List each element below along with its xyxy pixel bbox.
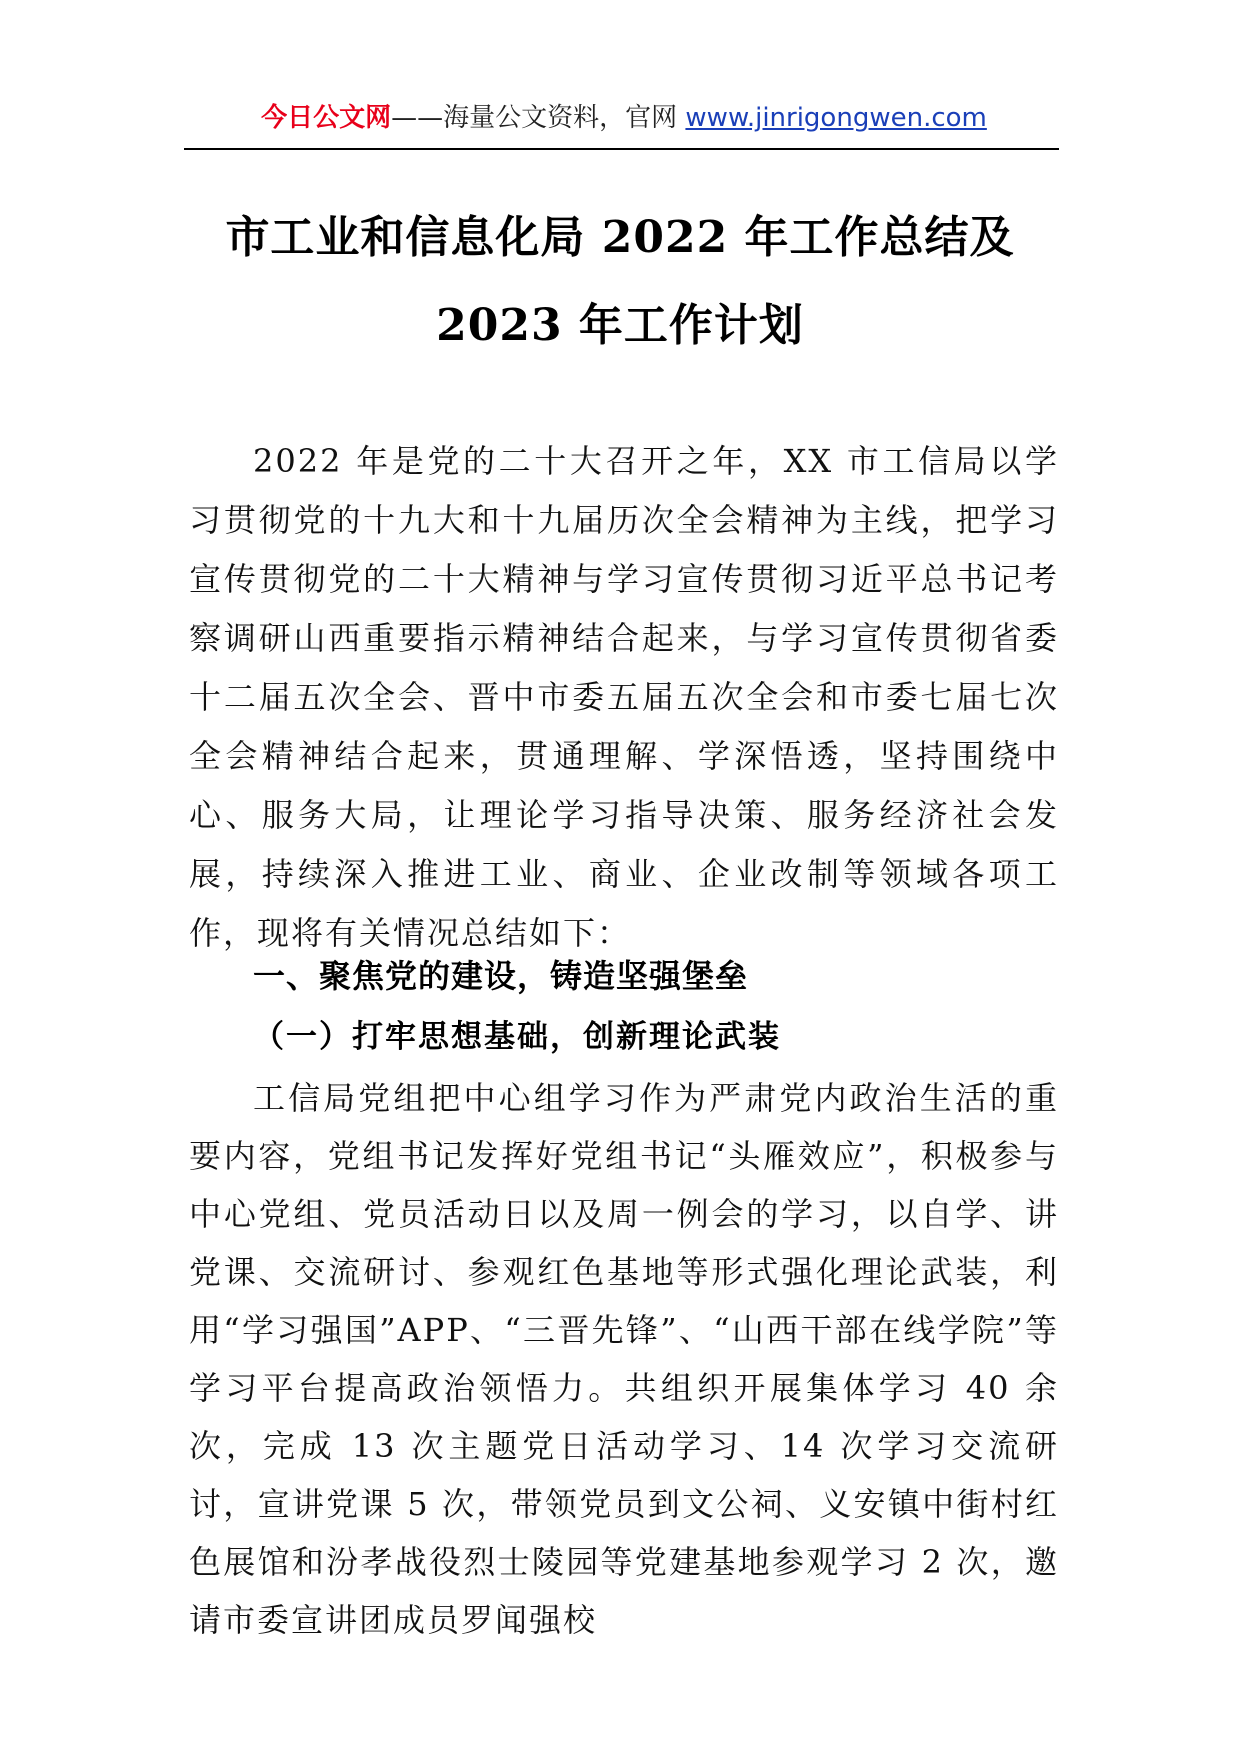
document-title-line-1: 市工业和信息化局 2022 年工作总结及 [225,212,1015,263]
header-slogan: 海量公文资料，官网 [443,103,686,133]
section-heading: 一、聚焦党的建设，铸造坚强堡垒 [253,957,749,995]
header-divider [184,148,1059,150]
header-separator: —— [391,103,444,133]
site-brand: 今日公文网 [261,103,392,133]
subsection-paragraph: 工信局党组把中心组学习作为严肃党内政治生活的重要内容，党组书记发挥好党组书记“头雁效应”，积极参与中心党组、党员活动日以及周一例会的学习，以自学、讲党课、交流研讨、参观红色基地等形式强化理论武装，利用“学习强国”APP、“三晋先锋”、“山西干部在线学院”等学习平台提高政治领悟力。共组织开展集体学习 40 余次，完成 13 次主题党日活动学习、14 次学习交流研讨，宣讲党课 5 次，带领党员到文公祠、义安镇中街村红色展馆和汾孝战役烈士陵园等党建基地参观学习 2 次，邀请市委宣讲团成员罗闻强校 [189,1079,1059,1639]
document-title-line-2: 2023 年工作计划 [436,300,804,351]
subsection-heading: （一）打牢思想基础，创新理论武装 [253,1019,781,1055]
site-url-link[interactable]: www.jinrigongwen.com [685,103,987,133]
site-header [189,100,1059,136]
intro-paragraph: 2022 年是党的二十大召开之年，XX 市工信局以学习贯彻党的十九大和十九届历次全会精神为主线，把学习宣传贯彻党的二十大精神与学习宣传贯彻习近平总书记考察调研山西重要指示精神结合起来，与学习宣传贯彻省委十二届五次全会、晋中市委五届五次全会和市委七届七次全会精神结合起来，贯通理解、学深悟透，坚持围绕中心、服务大局，让理论学习指导决策、服务经济社会发展，持续深入推进工业、商业、企业改制等领域各项工作，现将有关情况总结如下： [189,442,1059,952]
